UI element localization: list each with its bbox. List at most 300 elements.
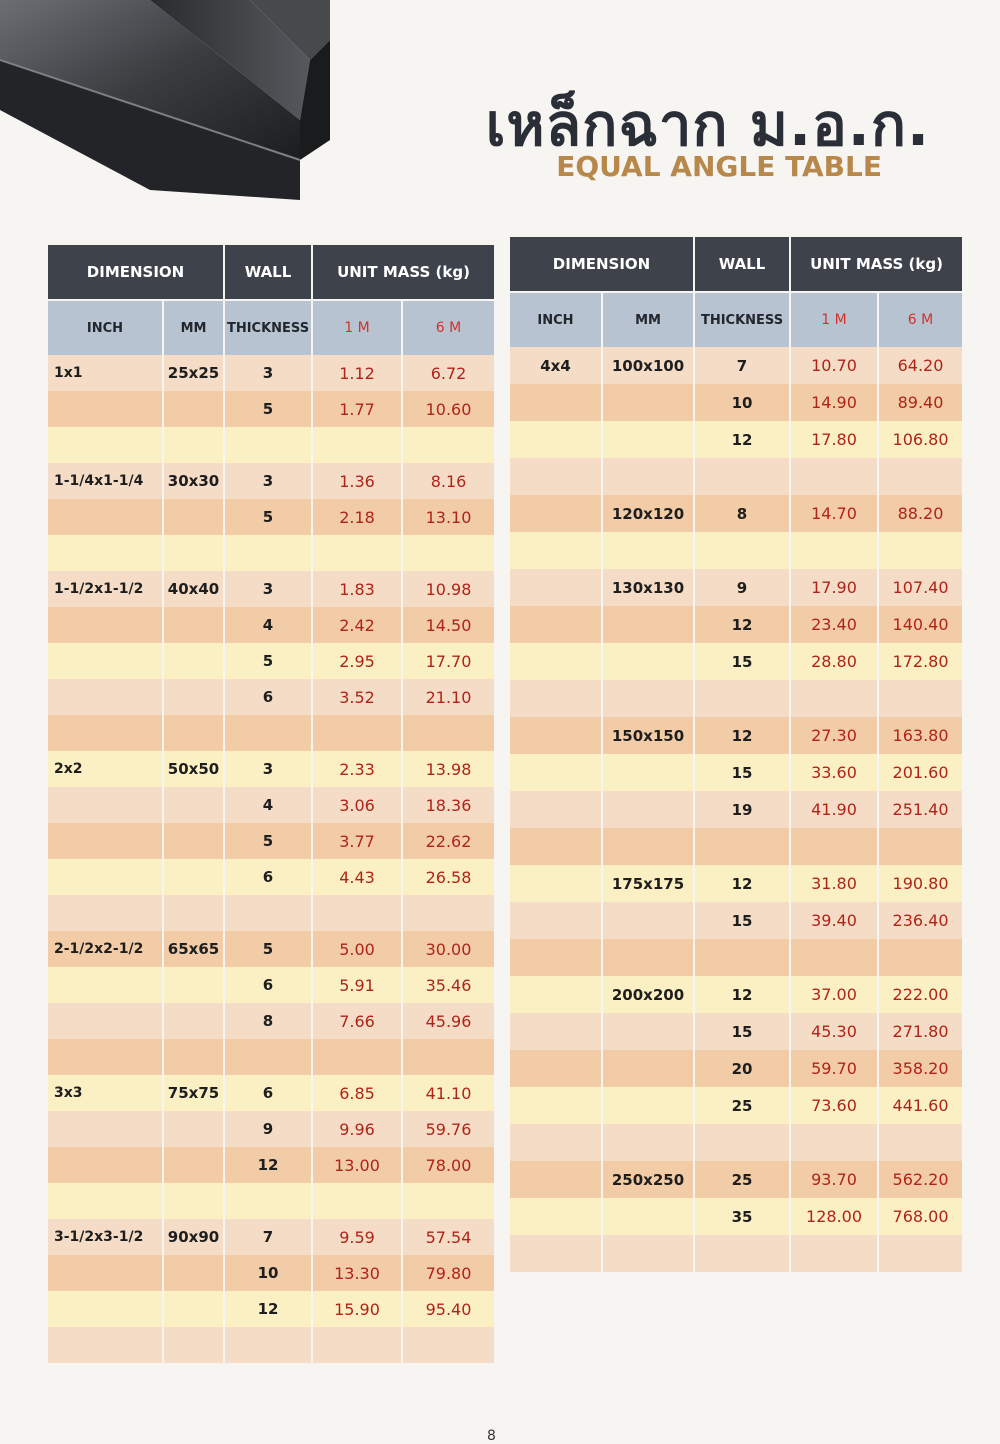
mass-1m-cell: 59.70 [790, 1050, 878, 1087]
mass-6m-cell [878, 1235, 962, 1272]
inch-cell [510, 643, 602, 680]
table-row [510, 1198, 962, 1235]
mm-cell [163, 1183, 224, 1219]
mm-cell [163, 679, 224, 715]
mass-6m-cell: 107.40 [878, 569, 962, 606]
wall-cell [694, 1235, 790, 1272]
table-row [510, 532, 962, 569]
header-1m: 1 M [312, 300, 402, 355]
mass-1m-cell [312, 535, 402, 571]
mm-cell [163, 1327, 224, 1363]
inch-cell: 3-1/2x3-1/2 [48, 1219, 163, 1255]
wall-cell: 25 [694, 1087, 790, 1124]
inch-cell [510, 1198, 602, 1235]
mm-cell [163, 895, 224, 931]
table-row [48, 499, 494, 535]
mm-cell [602, 1050, 694, 1087]
wall-cell [224, 535, 312, 571]
inch-cell: 1-1/2x1-1/2 [48, 571, 163, 607]
mm-cell [163, 1111, 224, 1147]
header-thickness: THICKNESS [694, 292, 790, 347]
mm-cell [163, 1147, 224, 1183]
wall-cell [224, 427, 312, 463]
mass-1m-cell: 13.30 [312, 1255, 402, 1291]
table-row [510, 1013, 962, 1050]
mass-6m-cell: 10.98 [402, 571, 494, 607]
mm-cell [602, 791, 694, 828]
mm-cell: 40x40 [163, 571, 224, 607]
table-header-row [48, 245, 494, 300]
right-angle-table [510, 237, 962, 1272]
inch-cell [510, 606, 602, 643]
inch-cell [510, 865, 602, 902]
mass-6m-cell [402, 1183, 494, 1219]
table-row [48, 1147, 494, 1183]
wall-cell [224, 895, 312, 931]
mm-cell: 65x65 [163, 931, 224, 967]
wall-cell: 12 [224, 1147, 312, 1183]
mass-6m-cell: 236.40 [878, 902, 962, 939]
mass-1m-cell [312, 895, 402, 931]
mass-6m-cell: 163.80 [878, 717, 962, 754]
mm-cell [163, 535, 224, 571]
table-row [48, 463, 494, 499]
inch-cell [510, 1087, 602, 1124]
inch-cell [48, 1003, 163, 1039]
mm-cell: 100x100 [602, 347, 694, 384]
mm-cell: 200x200 [602, 976, 694, 1013]
table-row [510, 791, 962, 828]
mass-6m-cell: 562.20 [878, 1161, 962, 1198]
mm-cell [163, 391, 224, 427]
table-row [510, 384, 962, 421]
mass-6m-cell: 14.50 [402, 607, 494, 643]
mass-1m-cell: 14.90 [790, 384, 878, 421]
wall-cell: 25 [694, 1161, 790, 1198]
table-row [48, 643, 494, 679]
inch-cell [510, 384, 602, 421]
table-row [510, 643, 962, 680]
mm-cell [602, 828, 694, 865]
inch-cell [510, 902, 602, 939]
mass-6m-cell: 172.80 [878, 643, 962, 680]
mass-1m-cell: 13.00 [312, 1147, 402, 1183]
mass-1m-cell: 14.70 [790, 495, 878, 532]
table-row [48, 895, 494, 931]
mass-1m-cell: 28.80 [790, 643, 878, 680]
mass-1m-cell: 10.70 [790, 347, 878, 384]
wall-cell: 5 [224, 499, 312, 535]
inch-cell [510, 1124, 602, 1161]
wall-cell: 3 [224, 751, 312, 787]
mass-1m-cell: 93.70 [790, 1161, 878, 1198]
mass-1m-cell: 45.30 [790, 1013, 878, 1050]
mass-6m-cell [402, 715, 494, 751]
mass-1m-cell: 27.30 [790, 717, 878, 754]
table-row [48, 967, 494, 1003]
table-row [510, 606, 962, 643]
mass-6m-cell: 441.60 [878, 1087, 962, 1124]
mass-6m-cell: 17.70 [402, 643, 494, 679]
mass-6m-cell: 88.20 [878, 495, 962, 532]
inch-cell: 3x3 [48, 1075, 163, 1111]
wall-cell: 5 [224, 391, 312, 427]
inch-cell [510, 717, 602, 754]
table-header-row [510, 237, 962, 292]
table-row [48, 427, 494, 463]
wall-cell: 5 [224, 823, 312, 859]
mass-1m-cell: 23.40 [790, 606, 878, 643]
mass-1m-cell: 37.00 [790, 976, 878, 1013]
wall-cell [694, 458, 790, 495]
mass-1m-cell: 15.90 [312, 1291, 402, 1327]
wall-cell: 19 [694, 791, 790, 828]
inch-cell [510, 791, 602, 828]
mass-6m-cell [402, 427, 494, 463]
inch-cell [48, 1255, 163, 1291]
mass-1m-cell: 2.95 [312, 643, 402, 679]
mass-1m-cell [312, 1327, 402, 1363]
mass-6m-cell [878, 1124, 962, 1161]
mass-1m-cell [312, 427, 402, 463]
wall-cell [694, 1124, 790, 1161]
wall-cell: 12 [694, 606, 790, 643]
wall-cell: 3 [224, 463, 312, 499]
mass-1m-cell: 9.59 [312, 1219, 402, 1255]
mass-6m-cell: 13.98 [402, 751, 494, 787]
mm-cell [163, 967, 224, 1003]
mm-cell [602, 680, 694, 717]
wall-cell: 3 [224, 355, 312, 391]
wall-cell [224, 1183, 312, 1219]
header-wall: WALL [694, 237, 790, 292]
header-wall: WALL [224, 245, 312, 300]
table-row [48, 1111, 494, 1147]
title-thai: เหล็กฉาก ม.อ.ก. [485, 91, 930, 159]
mm-cell [163, 715, 224, 751]
mm-cell [163, 607, 224, 643]
mass-6m-cell [402, 895, 494, 931]
inch-cell [510, 1013, 602, 1050]
mm-cell [602, 939, 694, 976]
header-mm: MM [602, 292, 694, 347]
wall-cell: 6 [224, 1075, 312, 1111]
table-row [510, 421, 962, 458]
inch-cell [48, 823, 163, 859]
mass-6m-cell: 201.60 [878, 754, 962, 791]
mass-6m-cell: 45.96 [402, 1003, 494, 1039]
inch-cell [48, 679, 163, 715]
header-mm: MM [163, 300, 224, 355]
mm-cell [602, 1124, 694, 1161]
wall-cell: 8 [224, 1003, 312, 1039]
title-english: EQUAL ANGLE TABLE [556, 150, 882, 183]
table-row [48, 1003, 494, 1039]
table-row [510, 1087, 962, 1124]
inch-cell [510, 532, 602, 569]
inch-cell [48, 499, 163, 535]
mass-6m-cell: 26.58 [402, 859, 494, 895]
table-row [510, 902, 962, 939]
mass-6m-cell [878, 828, 962, 865]
inch-cell [48, 1147, 163, 1183]
wall-cell: 7 [694, 347, 790, 384]
inch-cell [48, 787, 163, 823]
wall-cell [694, 532, 790, 569]
mass-6m-cell: 222.00 [878, 976, 962, 1013]
table-row [510, 680, 962, 717]
mass-6m-cell [402, 1039, 494, 1075]
inch-cell [510, 495, 602, 532]
table-row [48, 679, 494, 715]
mm-cell [602, 754, 694, 791]
mm-cell: 25x25 [163, 355, 224, 391]
mm-cell: 50x50 [163, 751, 224, 787]
header-inch: INCH [510, 292, 602, 347]
page-number: 8 [487, 1428, 496, 1444]
mass-6m-cell [878, 680, 962, 717]
wall-cell [224, 1039, 312, 1075]
mass-1m-cell [312, 1183, 402, 1219]
mm-cell [602, 606, 694, 643]
inch-cell [510, 569, 602, 606]
mass-1m-cell: 3.77 [312, 823, 402, 859]
mass-6m-cell: 79.80 [402, 1255, 494, 1291]
table-row [48, 535, 494, 571]
table-row [510, 458, 962, 495]
mass-1m-cell: 17.80 [790, 421, 878, 458]
mm-cell: 75x75 [163, 1075, 224, 1111]
wall-cell: 10 [224, 1255, 312, 1291]
mass-1m-cell [312, 1039, 402, 1075]
inch-cell [48, 1039, 163, 1075]
mass-6m-cell: 21.10 [402, 679, 494, 715]
mass-1m-cell: 3.06 [312, 787, 402, 823]
inch-cell: 1x1 [48, 355, 163, 391]
mass-1m-cell: 2.33 [312, 751, 402, 787]
wall-cell: 3 [224, 571, 312, 607]
mass-1m-cell [790, 939, 878, 976]
wall-cell: 35 [694, 1198, 790, 1235]
table-row [510, 939, 962, 976]
wall-cell [694, 828, 790, 865]
mass-1m-cell: 1.36 [312, 463, 402, 499]
wall-cell: 12 [694, 717, 790, 754]
inch-cell [510, 939, 602, 976]
table-row [510, 495, 962, 532]
inch-cell [48, 859, 163, 895]
inch-cell: 4x4 [510, 347, 602, 384]
table-row [510, 1124, 962, 1161]
wall-cell: 12 [224, 1291, 312, 1327]
mm-cell [602, 421, 694, 458]
mass-6m-cell: 106.80 [878, 421, 962, 458]
table-row [510, 976, 962, 1013]
mass-1m-cell [790, 828, 878, 865]
steel-angle-image [0, 0, 330, 205]
table-row [48, 715, 494, 751]
wall-cell: 15 [694, 902, 790, 939]
wall-cell: 4 [224, 607, 312, 643]
mass-1m-cell [312, 715, 402, 751]
mm-cell [163, 787, 224, 823]
mass-6m-cell: 8.16 [402, 463, 494, 499]
wall-cell: 12 [694, 865, 790, 902]
header-6m: 6 M [402, 300, 494, 355]
table-row [510, 1161, 962, 1198]
mm-cell [163, 1255, 224, 1291]
wall-cell: 9 [224, 1111, 312, 1147]
mass-6m-cell: 57.54 [402, 1219, 494, 1255]
inch-cell [48, 427, 163, 463]
mass-6m-cell: 35.46 [402, 967, 494, 1003]
inch-cell [48, 1327, 163, 1363]
table-row [510, 569, 962, 606]
mm-cell [602, 1198, 694, 1235]
header-6m: 6 M [878, 292, 962, 347]
table-row [510, 865, 962, 902]
mass-1m-cell: 1.83 [312, 571, 402, 607]
mass-6m-cell: 18.36 [402, 787, 494, 823]
table-row [510, 347, 962, 384]
inch-cell [48, 535, 163, 571]
header-1m: 1 M [790, 292, 878, 347]
table-row [48, 571, 494, 607]
mass-6m-cell: 251.40 [878, 791, 962, 828]
mm-cell [163, 499, 224, 535]
mm-cell: 30x30 [163, 463, 224, 499]
wall-cell: 6 [224, 679, 312, 715]
mass-1m-cell: 4.43 [312, 859, 402, 895]
table-row [48, 751, 494, 787]
mm-cell [163, 823, 224, 859]
wall-cell: 15 [694, 1013, 790, 1050]
mass-6m-cell: 190.80 [878, 865, 962, 902]
mass-1m-cell: 73.60 [790, 1087, 878, 1124]
mass-1m-cell: 7.66 [312, 1003, 402, 1039]
mass-6m-cell: 41.10 [402, 1075, 494, 1111]
mm-cell [602, 1235, 694, 1272]
mass-1m-cell: 1.12 [312, 355, 402, 391]
mass-1m-cell: 41.90 [790, 791, 878, 828]
table-row [48, 859, 494, 895]
mm-cell [163, 1291, 224, 1327]
inch-cell [48, 1291, 163, 1327]
inch-cell [48, 895, 163, 931]
inch-cell [48, 607, 163, 643]
mass-1m-cell: 33.60 [790, 754, 878, 791]
mass-6m-cell [402, 1327, 494, 1363]
mm-cell [602, 1087, 694, 1124]
left-angle-table [48, 245, 494, 1363]
table-subheader-row [510, 292, 962, 347]
table-row [48, 1327, 494, 1363]
wall-cell: 9 [694, 569, 790, 606]
wall-cell: 7 [224, 1219, 312, 1255]
mass-6m-cell [878, 458, 962, 495]
mass-6m-cell [878, 939, 962, 976]
mass-1m-cell: 9.96 [312, 1111, 402, 1147]
inch-cell [48, 391, 163, 427]
wall-cell: 6 [224, 859, 312, 895]
mm-cell: 175x175 [602, 865, 694, 902]
mass-6m-cell: 140.40 [878, 606, 962, 643]
inch-cell [510, 828, 602, 865]
wall-cell: 12 [694, 421, 790, 458]
table-row [510, 1050, 962, 1087]
wall-cell: 20 [694, 1050, 790, 1087]
mass-6m-cell: 22.62 [402, 823, 494, 859]
mass-1m-cell [790, 1124, 878, 1161]
table-row [48, 391, 494, 427]
table-row [48, 1075, 494, 1111]
wall-cell: 5 [224, 931, 312, 967]
mm-cell: 120x120 [602, 495, 694, 532]
mass-1m-cell: 17.90 [790, 569, 878, 606]
table-row [48, 1219, 494, 1255]
mass-6m-cell: 64.20 [878, 347, 962, 384]
wall-cell: 10 [694, 384, 790, 421]
mass-1m-cell: 2.42 [312, 607, 402, 643]
inch-cell [510, 1050, 602, 1087]
table-row [48, 823, 494, 859]
mass-6m-cell: 6.72 [402, 355, 494, 391]
mm-cell [602, 643, 694, 680]
wall-cell: 6 [224, 967, 312, 1003]
inch-cell [510, 680, 602, 717]
header-dimension: DIMENSION [48, 245, 224, 300]
inch-cell [510, 754, 602, 791]
table-row [48, 607, 494, 643]
inch-cell [510, 458, 602, 495]
mm-cell [602, 532, 694, 569]
mass-6m-cell: 13.10 [402, 499, 494, 535]
inch-cell: 2x2 [48, 751, 163, 787]
mm-cell: 150x150 [602, 717, 694, 754]
header-unit-mass: UNIT MASS (kg) [312, 245, 494, 300]
mm-cell [163, 427, 224, 463]
wall-cell: 12 [694, 976, 790, 1013]
mm-cell: 250x250 [602, 1161, 694, 1198]
mass-1m-cell [790, 532, 878, 569]
mass-1m-cell: 2.18 [312, 499, 402, 535]
mass-6m-cell: 10.60 [402, 391, 494, 427]
inch-cell [48, 967, 163, 1003]
wall-cell [224, 715, 312, 751]
table-row [510, 828, 962, 865]
mass-1m-cell: 3.52 [312, 679, 402, 715]
table-row [48, 355, 494, 391]
mass-1m-cell: 5.91 [312, 967, 402, 1003]
mass-6m-cell [878, 532, 962, 569]
mass-6m-cell: 78.00 [402, 1147, 494, 1183]
wall-cell: 5 [224, 643, 312, 679]
inch-cell [510, 1235, 602, 1272]
wall-cell: 8 [694, 495, 790, 532]
header-thickness: THICKNESS [224, 300, 312, 355]
mm-cell [602, 902, 694, 939]
mass-1m-cell [790, 1235, 878, 1272]
table-row [48, 931, 494, 967]
mass-6m-cell: 271.80 [878, 1013, 962, 1050]
inch-cell [48, 643, 163, 679]
table-row [48, 787, 494, 823]
table-row [510, 754, 962, 791]
inch-cell [48, 1183, 163, 1219]
mass-1m-cell [790, 458, 878, 495]
mm-cell [602, 1013, 694, 1050]
inch-cell [510, 1161, 602, 1198]
